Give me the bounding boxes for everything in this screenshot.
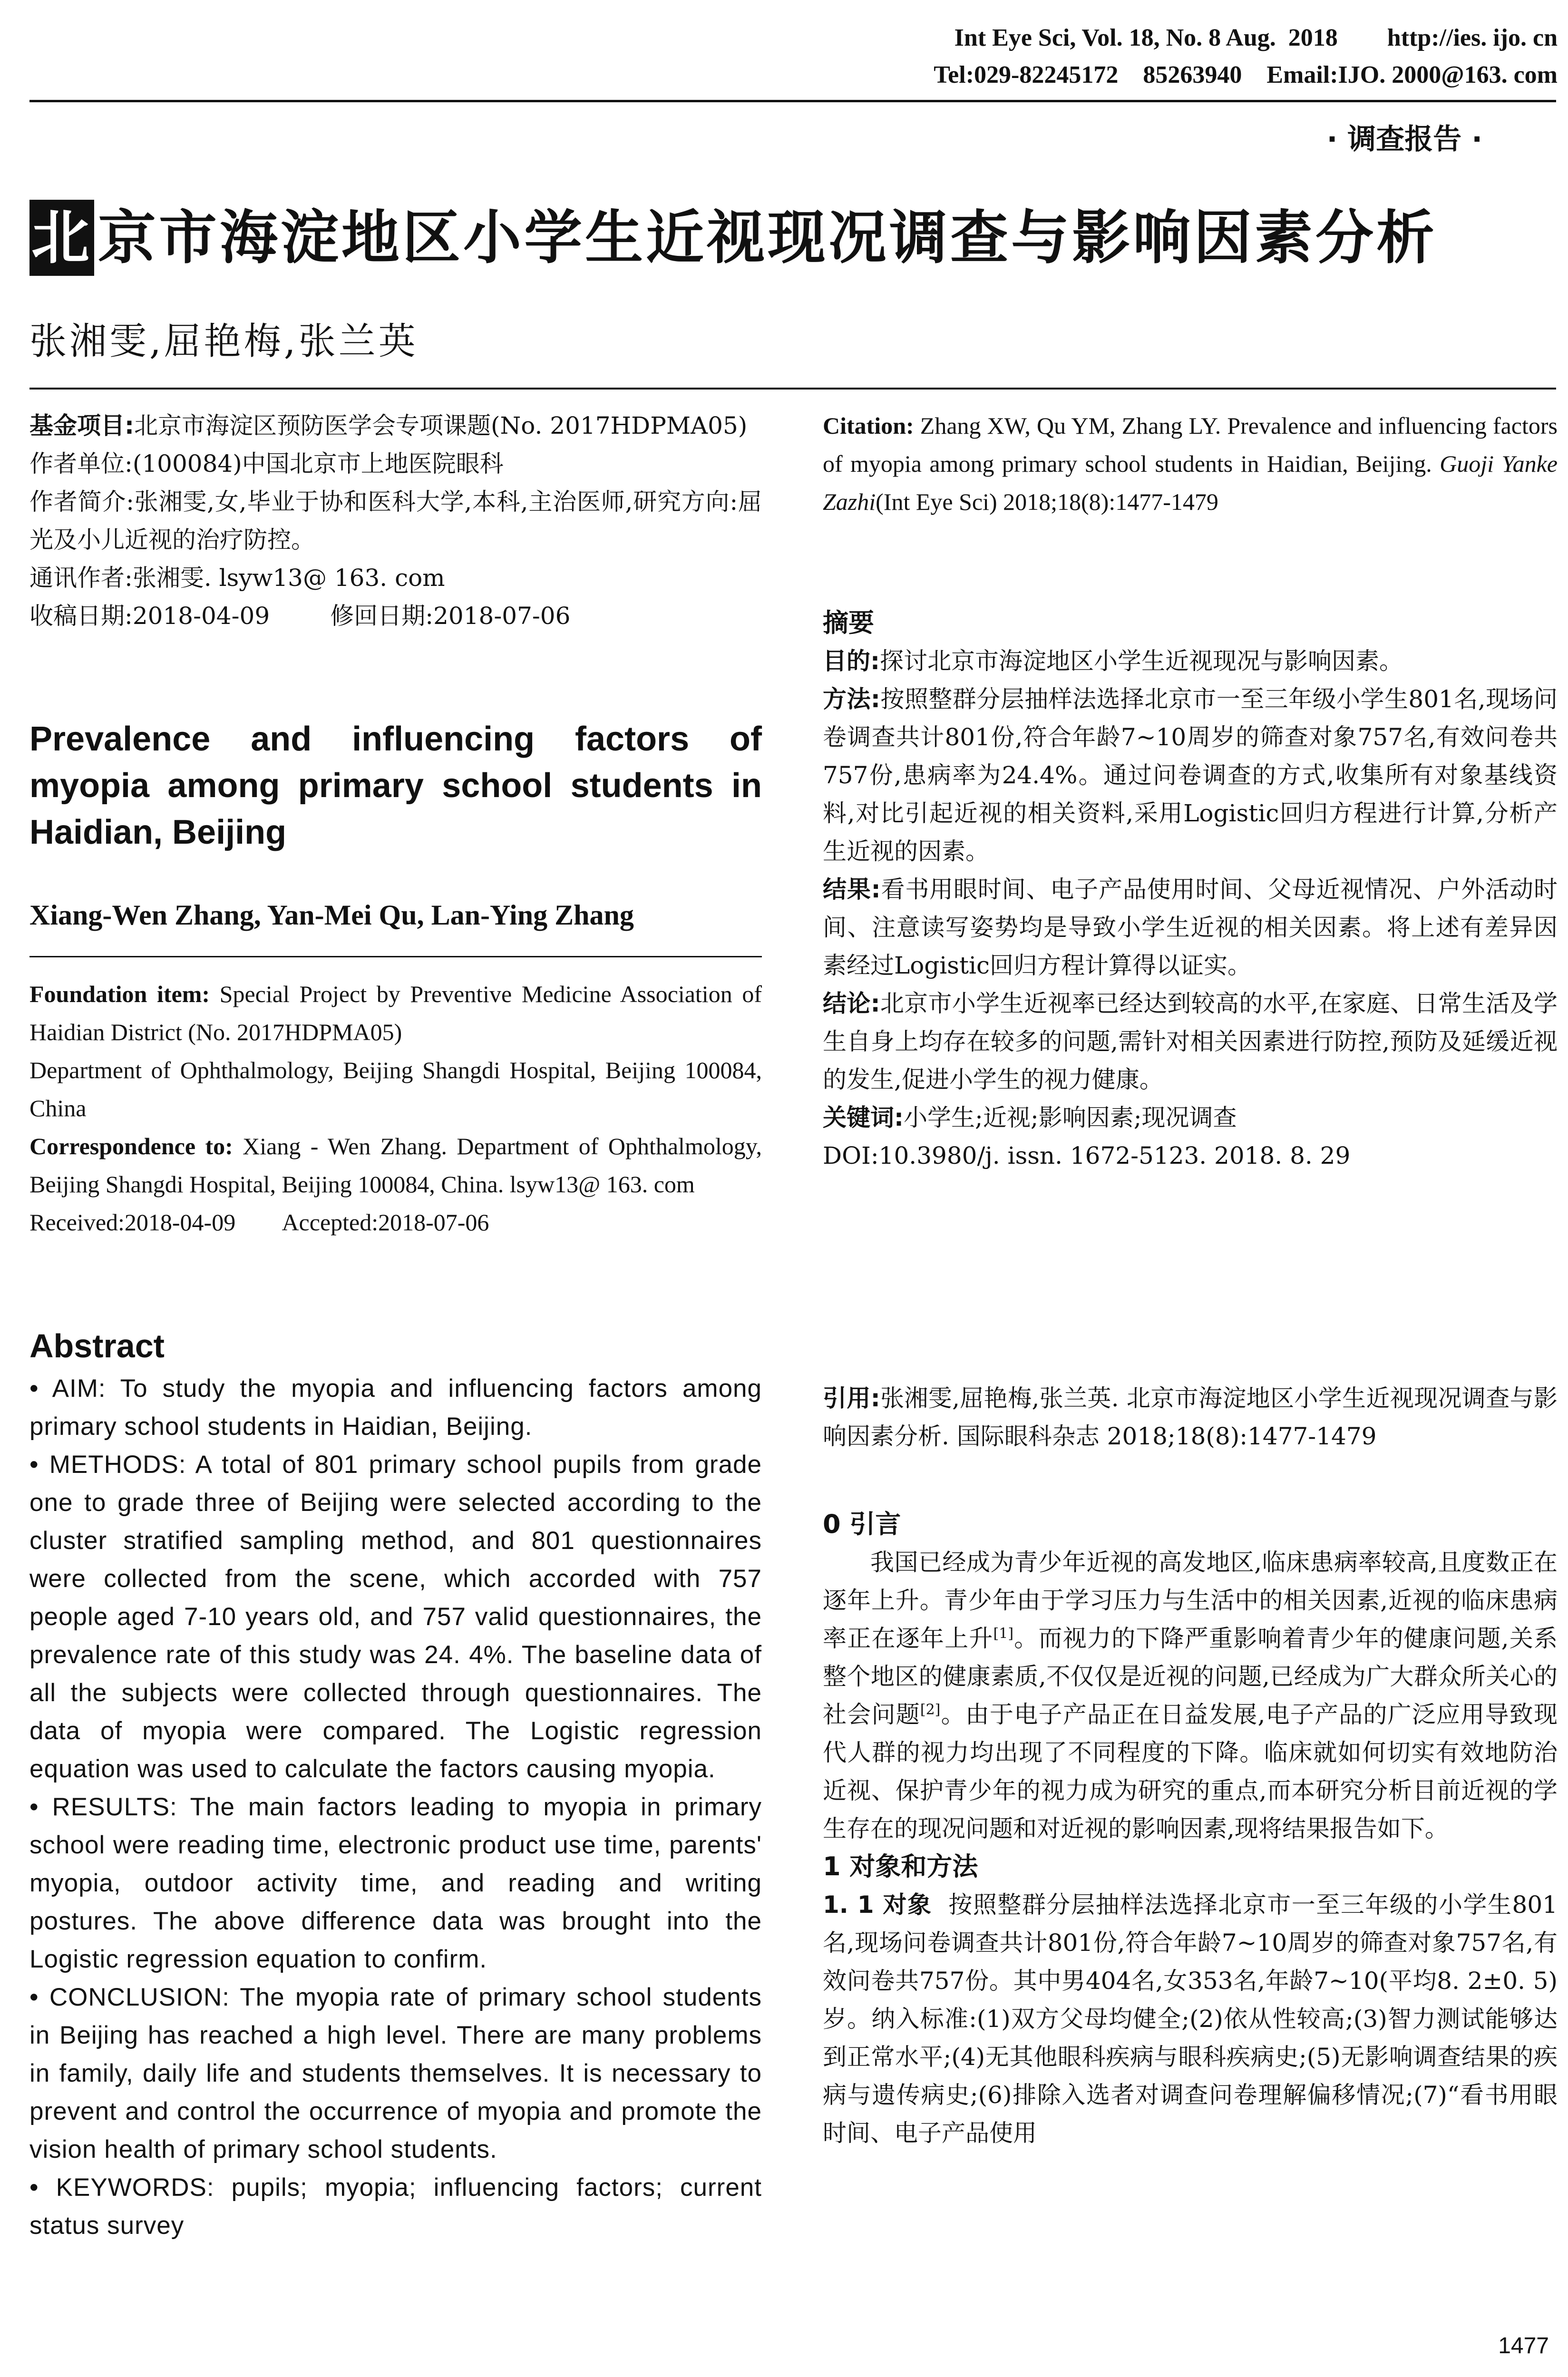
abstract-results-en: • RESULTS: The main factors leading to myopia in primary school were reading time, electronic product use time, parents' myopia, outdoor activity time, and reading and writing postures. The above difference data was brought into the Logistic regression equation to confirm. bbox=[29, 1793, 762, 1973]
en-meta-block bbox=[29, 975, 762, 1241]
conclusion-label-cn: 结论: bbox=[823, 990, 880, 1017]
cite-text-cn: 张湘雯,屈艳梅,张兰英. 北京市海淀地区小学生近视现况调查与影响因素分析. 国际眼科杂志 2018;18(8):1477-1479 bbox=[823, 1384, 1558, 1450]
cite-label-cn: 引用: bbox=[823, 1384, 880, 1412]
contact-header-line: Tel:029-82245172 85263940 Email:IJO. 2000@163. com bbox=[934, 61, 1558, 88]
citation-en bbox=[823, 407, 1558, 521]
abstract-heading-en: Abstract bbox=[29, 1327, 165, 1364]
methods-label-cn: 方法: bbox=[823, 685, 880, 713]
department-en: Department of Ophthalmology, Beijing Shangdi Hospital, Beijing 100084, China bbox=[29, 1057, 762, 1121]
cn-meta-block bbox=[29, 407, 762, 635]
intro-heading: 0 引言 bbox=[823, 1509, 901, 1539]
conclusion-cn: 北京市小学生近视率已经达到较高的水平,在家庭、日常生活及学生自身上均存在较多的问题,需针对相关因素进行防控,预防及延缓近视的发生,促进小学生的视力健康。 bbox=[823, 990, 1558, 1093]
correspondence-cn: 通讯作者:张湘雯. lsyw13@ 163. com bbox=[29, 564, 445, 592]
cite-cn bbox=[823, 1379, 1558, 1455]
dates-en: Received:2018-04-09 Accepted:2018-07-06 bbox=[29, 1209, 489, 1236]
authors-cn: 张湘雯,屈艳梅,张兰英 bbox=[29, 320, 419, 363]
subjects-text: 按照整群分层抽样法选择北京市一至三年级的小学生801名,现场问卷调查共计801份,符合年龄7~10周岁的筛查对象757名,有效问卷共757份。其中男404名,女353名,年龄7~10(平均8. 2±0. 5)岁。纳入标准:(1)双方父母均健全;(2)依从性较高;(3)智力测试能够达到正常水平;(4)无其他眼科疾病与眼科疾病史;(5)无影响调查结果的疾病与遗传病史;(6)排除入选者对调查问卷理解偏移情况;(7)“看书用眼时间、电子产品使用 bbox=[823, 1891, 1558, 2147]
article-title-en: Prevalence and influencing factors of myopia among primary school students in Haidian, Beijing bbox=[29, 720, 762, 851]
abstract-heading-cn: 摘要 bbox=[823, 608, 874, 638]
title-dropcap: 北 bbox=[29, 200, 94, 276]
intro-text-3: 。由于电子产品正在日益发展,电子产品的广泛应用导致现代人群的视力均出现了不同程度的下降。临床就如何切实有效地防治近视、保护青少年的视力成为研究的重点,而本研究分析目前近视的学生存在的现况问题和对近视的影响因素,现将结果报告如下。 bbox=[823, 1701, 1558, 1842]
dates-cn: 收稿日期:2018-04-09 修回日期:2018-07-06 bbox=[29, 602, 571, 630]
article-title-cn bbox=[29, 200, 1437, 276]
citation-label: Citation: bbox=[823, 412, 914, 439]
citation-journal: Guoji Yanke Zazhi bbox=[823, 450, 1558, 515]
page-number: 1477 bbox=[1498, 2333, 1549, 2358]
abstract-methods-en: • METHODS: A total of 801 primary school pupils from grade one to grade three of Beijing were selected according to the cluster stratified sampling method, and 801 questionnaires were collected from the scene, which accorded with 757 people aged 7-10 years old, and 757 valid questionnaires, the prevalence rate of this study was 24. 4%. The baseline data of all the subjects were collected through questionnaires. The data of myopia were compared. The Logistic regression equation was used to calculate the factors causing myopia. bbox=[29, 1451, 762, 1783]
intro-text-2: 。而视力的下降严重影响着青少年的健康问题,关系整个地区的健康素质,不仅仅是近视的问题,已经成为广大群众所关心的社会问题 bbox=[823, 1625, 1558, 1728]
citation-text: Zhang XW, Qu YM, Zhang LY. Prevalence and influencing factors of myopia among primary school students in Haidian, Beijing. bbox=[823, 412, 1558, 477]
en-authors-divider bbox=[29, 956, 762, 957]
foundation-cn: 北京市海淀区预防医学会专项课题(No. 2017HDPMA05) bbox=[134, 412, 748, 439]
keywords-label-cn: 关键词: bbox=[823, 1104, 904, 1131]
citation-tail: (Int Eye Sci) 2018;18(8):1477-1479 bbox=[876, 488, 1218, 515]
affiliation-cn: 作者单位:(100084)中国北京市上地医院眼科 bbox=[29, 450, 504, 477]
foundation-en: Special Project by Preventive Medicine Association of Haidian District (No. 2017HDPMA05) bbox=[29, 981, 762, 1045]
abstract-aim-en: • AIM: To study the myopia and influencing factors among primary school students in Haidian, Beijing. bbox=[29, 1374, 762, 1441]
intro-ref-2: [2] bbox=[920, 1701, 941, 1718]
header-divider bbox=[29, 100, 1556, 102]
abstract-cn bbox=[823, 604, 1558, 1175]
journal-header-line: Int Eye Sci, Vol. 18, No. 8 Aug. 2018 http://ies. ijo. cn bbox=[954, 24, 1558, 51]
aim-label-cn: 目的: bbox=[823, 647, 880, 675]
results-cn: 看书用眼时间、电子产品使用时间、父母近视情况、户外活动时间、注意读写姿势均是导致小学生近视的相关因素。将上述有差异因素经过Logistic回归方程计算得以证实。 bbox=[823, 876, 1558, 979]
aim-cn: 探讨北京市海淀地区小学生近视现况与影响因素。 bbox=[880, 647, 1403, 675]
foundation-label-cn: 基金项目: bbox=[29, 412, 134, 439]
methods-cn: 按照整群分层抽样法选择北京市一至三年级小学生801名,现场问卷调查共计801份,符合年龄7~10周岁的筛查对象757名,有效问卷共757份,患病率为24.4%。通过问卷调查的方式,收集所有对象基线资料,对比引起近视的相关资料,采用Logistic回归方程进行计算,分析产生近视的因素。 bbox=[823, 685, 1558, 865]
keywords-cn: 小学生;近视;影响因素;现况调查 bbox=[904, 1104, 1237, 1131]
intro-text-1: 我国已经成为青少年近视的高发地区,临床患病率较高,且度数正在逐年上升。青少年由于学习压力与生活中的相关因素,近视的临床患病率正在逐年上升 bbox=[823, 1549, 1558, 1652]
intro-ref-1: [1] bbox=[993, 1625, 1014, 1642]
introduction bbox=[823, 1505, 1558, 2152]
foundation-label-en: Foundation item: bbox=[29, 981, 210, 1007]
abstract-en bbox=[29, 1370, 762, 2245]
authors-en: Xiang-Wen Zhang, Yan-Mei Qu, Lan-Ying Zhang bbox=[29, 899, 634, 931]
results-label-cn: 结果: bbox=[823, 876, 881, 903]
abstract-conclusion-en: • CONCLUSION: The myopia rate of primary school students in Beijing has reached a high level. There are many problems in family, daily life and students themselves. It is necessary to prevent and control the occurrence of myopia and promote the vision health of primary school students. bbox=[29, 1983, 762, 2163]
abstract-keywords-en: • KEYWORDS: pupils; myopia; influencing factors; current status survey bbox=[29, 2173, 762, 2240]
title-rest: 京市海淀地区小学生近视现况调查与影响因素分析 bbox=[98, 204, 1437, 272]
subjects-label: 1. 1 对象 bbox=[823, 1891, 932, 1919]
correspondence-label-en: Correspondence to: bbox=[29, 1133, 233, 1159]
methods-heading: 1 对象和方法 bbox=[823, 1851, 978, 1881]
title-divider bbox=[29, 388, 1556, 390]
doi: DOI:10.3980/j. issn. 1672-5123. 2018. 8. 29 bbox=[823, 1142, 1351, 1169]
bio-cn: 作者简介:张湘雯,女,毕业于协和医科大学,本科,主治医师,研究方向:屈光及小儿近视的治疗防控。 bbox=[29, 488, 762, 554]
correspondence-en: Xiang - Wen Zhang. Department of Ophthalmology, Beijing Shangdi Hospital, Beijing 100084, China. lsyw13@ 163. com bbox=[29, 1133, 762, 1198]
section-tag: · 调查报告 · bbox=[1326, 123, 1482, 156]
